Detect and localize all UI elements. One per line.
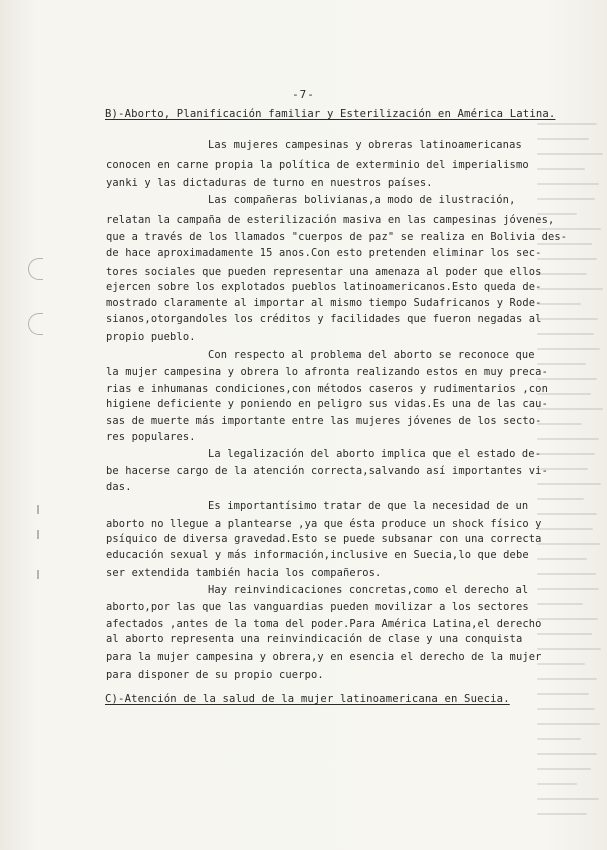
- text-line: ejercen sobre los explotados pueblos latinoamericanos.Esto queda de-: [106, 281, 542, 293]
- text-line: la mujer campesina y obrera lo afronta realizando estos en muy preca-: [106, 366, 548, 378]
- text-line: mostrado claramente al importar al mismo tiempo Sudafricanos y Rode-: [106, 297, 542, 309]
- page-number: -7-: [292, 88, 315, 101]
- punch-hole-mark: [28, 258, 43, 280]
- text-line: de hace aproximadamente 15 anos.Con esto pretenden eliminar los sec-: [106, 247, 542, 259]
- margin-mark: [37, 570, 39, 579]
- text-line: que a través de los llamados "cuerpos de paz" se realiza en Bolivia des-: [106, 231, 568, 243]
- text-line: psíquico de diversa gravedad.Esto se puede subsanar con una correcta: [106, 533, 542, 545]
- text-line: Las compañeras bolivianas,a modo de ilustración,: [208, 194, 516, 206]
- text-line: Las mujeres campesinas y obreras latinoamericanas: [208, 139, 522, 151]
- text-line: conocen en carne propia la política de exterminio del imperialismo: [106, 159, 529, 171]
- text-line: Con respecto al problema del aborto se reconoce que: [208, 349, 535, 361]
- text-line: yanki y las dictaduras de turno en nuestros países.: [106, 177, 433, 189]
- text-line: Es importantísimo tratar de que la necesidad de un: [208, 500, 529, 512]
- text-line: ser extendida también hacia los compañeros.: [106, 567, 382, 579]
- text-line: sas de muerte más importante entre las mujeres jóvenes de los secto-: [106, 415, 542, 427]
- text-line: Hay reinvindicaciones concretas,como el derecho al: [208, 584, 529, 596]
- text-line: al aborto representa una reinvindicación de clase y una conquista: [106, 633, 523, 645]
- text-line: sianos,otorgandoles los créditos y facilidades que fueron negadas al: [106, 313, 542, 325]
- text-line: aborto no llegue a plantearse ,ya que ésta produce un shock físico y: [106, 518, 542, 530]
- text-line: educación sexual y más información,inclusive en Suecia,lo que debe: [106, 549, 529, 561]
- margin-mark: [37, 530, 39, 539]
- text-line: das.: [106, 481, 132, 493]
- punch-hole-mark: [28, 313, 43, 335]
- text-line: relatan la campaña de esterilización masiva en las campesinas jóvenes,: [106, 214, 555, 226]
- text-line: res populares.: [106, 431, 196, 443]
- text-line: para disponer de su propio cuerpo.: [106, 669, 324, 681]
- text-line: rias e inhumanas condiciones,con métodos caseros y rudimentarios ,con: [106, 383, 548, 395]
- text-line: afectados ,antes de la toma del poder.Para América Latina,el derecho: [106, 618, 542, 630]
- text-line: be hacerse cargo de la atención correcta,salvando así importantes vi-: [106, 465, 548, 477]
- text-line: tores sociales que pueden representar una amenaza al poder que ellos: [106, 266, 542, 278]
- text-line: aborto,por las que las vanguardias pueden movilizar a los sectores: [106, 601, 529, 613]
- section-heading-c: C)-Atención de la salud de la mujer latinoamericana en Suecia.: [105, 693, 510, 705]
- text-line: La legalización del aborto implica que el estado de-: [208, 448, 542, 460]
- section-heading-b: B)-Aborto, Planificación familiar y Esterilización en América Latina.: [105, 108, 556, 120]
- text-line: higiene deficiente y poniendo en peligro sus vidas.Es una de las cau-: [106, 398, 548, 410]
- margin-mark: [37, 505, 39, 514]
- text-line: propio pueblo.: [106, 331, 196, 343]
- text-line: para la mujer campesina y obrera,y en esencia el derecho de la mujer: [106, 651, 542, 663]
